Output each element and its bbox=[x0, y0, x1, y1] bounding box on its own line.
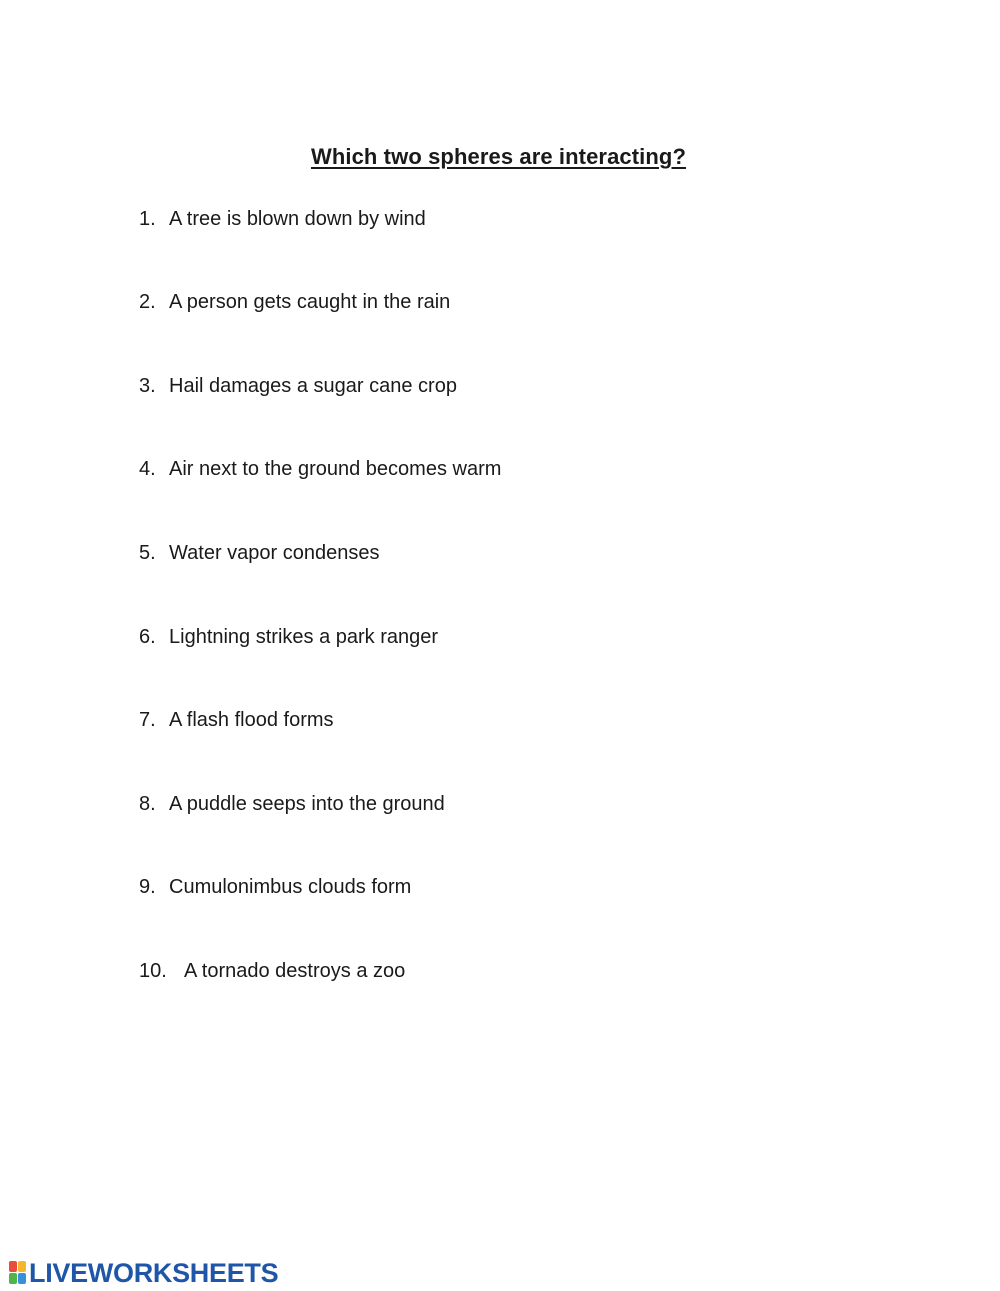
question-number: 1. bbox=[139, 208, 156, 230]
question-number: 7. bbox=[139, 709, 156, 731]
question-number: 8. bbox=[139, 793, 156, 815]
question-text: Cumulonimbus clouds form bbox=[169, 876, 412, 898]
logo-blocks-icon bbox=[9, 1261, 27, 1285]
question-number: 6. bbox=[139, 626, 156, 648]
worksheet-title: Which two spheres are interacting? bbox=[310, 144, 687, 169]
question-item-10 bbox=[139, 958, 405, 984]
question-item-9 bbox=[139, 874, 411, 900]
question-text: A tornado destroys a zoo bbox=[184, 960, 406, 982]
question-text: Hail damages a sugar cane crop bbox=[169, 375, 457, 397]
question-item-1 bbox=[139, 206, 426, 232]
question-item-2 bbox=[139, 289, 450, 315]
question-number: 9. bbox=[139, 876, 156, 898]
question-item-5 bbox=[139, 540, 379, 566]
question-number: 3. bbox=[139, 375, 156, 397]
question-item-8 bbox=[139, 791, 445, 817]
question-number: 2. bbox=[139, 291, 156, 313]
question-item-6 bbox=[139, 624, 438, 650]
question-text: A flash flood forms bbox=[169, 709, 334, 731]
question-text: Air next to the ground becomes warm bbox=[169, 458, 502, 480]
question-text: Lightning strikes a park ranger bbox=[169, 626, 439, 648]
question-item-3 bbox=[139, 373, 457, 399]
question-number: 5. bbox=[139, 542, 156, 564]
question-text: A puddle seeps into the ground bbox=[169, 793, 445, 815]
question-text: Water vapor condenses bbox=[169, 542, 380, 564]
question-item-4 bbox=[139, 456, 501, 482]
logo-text: LIVEWORKSHEETS bbox=[29, 1258, 279, 1288]
question-text: A tree is blown down by wind bbox=[169, 208, 426, 230]
liveworksheets-logo bbox=[9, 1258, 278, 1288]
question-item-7 bbox=[139, 707, 334, 733]
question-number: 10. bbox=[139, 960, 167, 982]
question-text: A person gets caught in the rain bbox=[169, 291, 451, 313]
question-number: 4. bbox=[139, 458, 156, 480]
